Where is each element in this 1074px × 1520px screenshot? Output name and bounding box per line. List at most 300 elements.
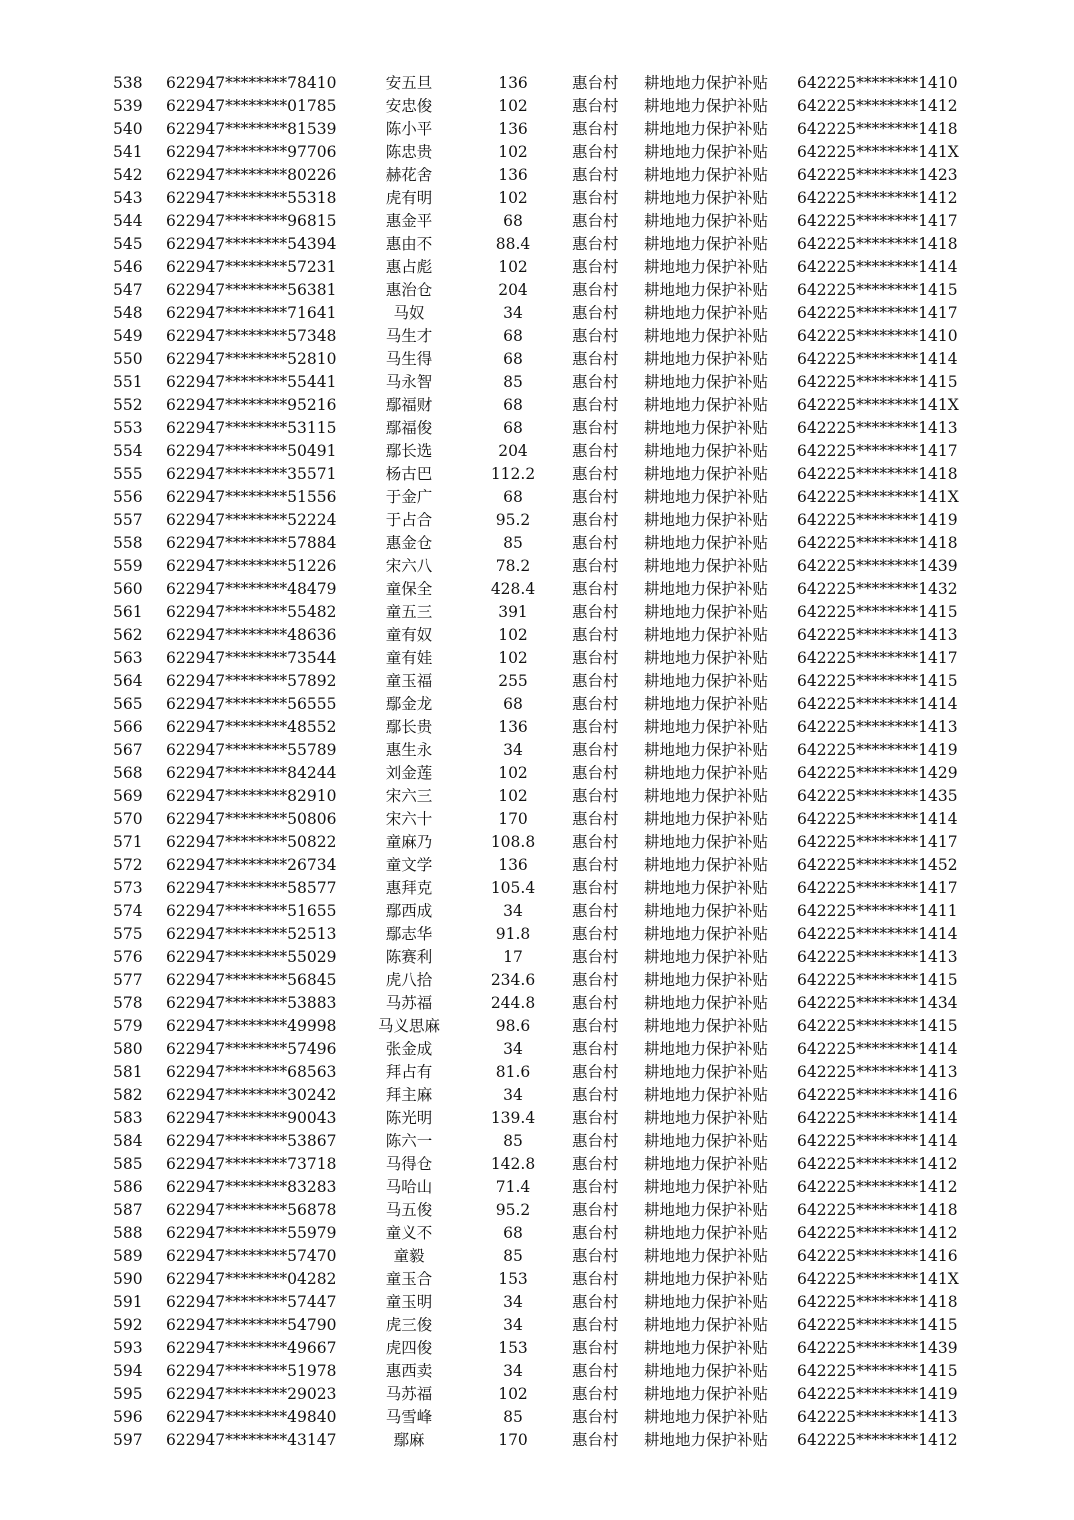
village-name: 惠台村 — [572, 787, 619, 805]
id-number: 642225********1411 — [797, 902, 958, 920]
farmer-name: 虎有明 — [385, 189, 433, 207]
table-row — [0, 900, 1074, 923]
table-row — [0, 1061, 1074, 1084]
subsidy-type: 耕地地力保护补贴 — [644, 442, 769, 460]
village-name: 惠台村 — [572, 419, 619, 437]
id-number: 642225********1415 — [797, 971, 958, 989]
subsidy-amount: 244.8 — [490, 994, 536, 1012]
table-row — [0, 647, 1074, 670]
subsidy-amount: 68 — [503, 350, 523, 368]
farmer-name: 虎三俊 — [385, 1316, 433, 1334]
subsidy-type: 耕地地力保护补贴 — [644, 488, 769, 506]
subsidy-amount: 85 — [503, 1132, 523, 1150]
village-name: 惠台村 — [572, 1362, 619, 1380]
subsidy-type: 耕地地力保护补贴 — [644, 1293, 769, 1311]
table-row — [0, 1130, 1074, 1153]
subsidy-type: 耕地地力保护补贴 — [644, 948, 769, 966]
subsidy-amount: 136 — [498, 74, 528, 92]
id-number: 642225********1439 — [797, 557, 958, 575]
subsidy-type: 耕地地力保护补贴 — [644, 74, 769, 92]
subsidy-type: 耕地地力保护补贴 — [644, 1040, 769, 1058]
id-number: 642225********1413 — [797, 948, 958, 966]
bank-account: 622947********01785 — [166, 97, 337, 115]
village-name: 惠台村 — [572, 1316, 619, 1334]
row-number: 561 — [113, 603, 143, 621]
bank-account: 622947********56878 — [166, 1201, 337, 1219]
id-number: 642225********1418 — [797, 1293, 958, 1311]
table-row — [0, 1337, 1074, 1360]
bank-account: 622947********83283 — [166, 1178, 337, 1196]
bank-account: 622947********52513 — [166, 925, 337, 943]
bank-account: 622947********55029 — [166, 948, 337, 966]
row-number: 555 — [113, 465, 143, 483]
subsidy-type: 耕地地力保护补贴 — [644, 718, 769, 736]
village-name: 惠台村 — [572, 971, 619, 989]
subsidy-type: 耕地地力保护补贴 — [644, 235, 769, 253]
bank-account: 622947********04282 — [166, 1270, 337, 1288]
table-row — [0, 141, 1074, 164]
table-row — [0, 348, 1074, 371]
subsidy-type: 耕地地力保护补贴 — [644, 1362, 769, 1380]
farmer-name: 于占合 — [385, 511, 433, 529]
village-name: 惠台村 — [572, 258, 619, 276]
farmer-name: 鄢金龙 — [385, 695, 433, 713]
table-row — [0, 1314, 1074, 1337]
subsidy-amount: 170 — [498, 1431, 528, 1449]
village-name: 惠台村 — [572, 948, 619, 966]
subsidy-type: 耕地地力保护补贴 — [644, 97, 769, 115]
id-number: 642225********1410 — [797, 327, 958, 345]
bank-account: 622947********96815 — [166, 212, 337, 230]
subsidy-amount: 102 — [498, 258, 528, 276]
village-name: 惠台村 — [572, 1063, 619, 1081]
table-row — [0, 1107, 1074, 1130]
row-number: 541 — [113, 143, 143, 161]
subsidy-amount: 71.4 — [495, 1178, 531, 1196]
bank-account: 622947********57231 — [166, 258, 337, 276]
farmer-name: 惠西卖 — [385, 1362, 433, 1380]
farmer-name: 虎四俊 — [385, 1339, 433, 1357]
farmer-name: 马生得 — [385, 350, 433, 368]
subsidy-type: 耕地地力保护补贴 — [644, 1178, 769, 1196]
village-name: 惠台村 — [572, 603, 619, 621]
table-row — [0, 1038, 1074, 1061]
table-row — [0, 1199, 1074, 1222]
farmer-name: 虎八拾 — [385, 971, 433, 989]
village-name: 惠台村 — [572, 281, 619, 299]
bank-account: 622947********57348 — [166, 327, 337, 345]
row-number: 562 — [113, 626, 143, 644]
row-number: 539 — [113, 97, 143, 115]
row-number: 552 — [113, 396, 143, 414]
village-name: 惠台村 — [572, 189, 619, 207]
id-number: 642225********1435 — [797, 787, 958, 805]
village-name: 惠台村 — [572, 1293, 619, 1311]
subsidy-type: 耕地地力保护补贴 — [644, 1224, 769, 1242]
subsidy-type: 耕地地力保护补贴 — [644, 741, 769, 759]
subsidy-type: 耕地地力保护补贴 — [644, 557, 769, 575]
bank-account: 622947********55979 — [166, 1224, 337, 1242]
village-name: 惠台村 — [572, 810, 619, 828]
table-row — [0, 1406, 1074, 1429]
id-number: 642225********1415 — [797, 1362, 958, 1380]
subsidy-type: 耕地地力保护补贴 — [644, 810, 769, 828]
village-name: 惠台村 — [572, 373, 619, 391]
id-number: 642225********1418 — [797, 235, 958, 253]
table-row — [0, 1176, 1074, 1199]
bank-account: 622947********51226 — [166, 557, 337, 575]
row-number: 543 — [113, 189, 143, 207]
row-number: 578 — [113, 994, 143, 1012]
subsidy-amount: 105.4 — [490, 879, 536, 897]
subsidy-type: 耕地地力保护补贴 — [644, 1316, 769, 1334]
farmer-name: 马苏福 — [385, 994, 433, 1012]
bank-account: 622947********68563 — [166, 1063, 337, 1081]
subsidy-type: 耕地地力保护补贴 — [644, 166, 769, 184]
table-row — [0, 302, 1074, 325]
bank-account: 622947********97706 — [166, 143, 337, 161]
bank-account: 622947********54790 — [166, 1316, 337, 1334]
subsidy-type: 耕地地力保护补贴 — [644, 672, 769, 690]
row-number: 546 — [113, 258, 143, 276]
farmer-name: 童玉福 — [385, 672, 433, 690]
farmer-name: 鄢西成 — [385, 902, 433, 920]
bank-account: 622947********55789 — [166, 741, 337, 759]
row-number: 570 — [113, 810, 143, 828]
row-number: 595 — [113, 1385, 143, 1403]
farmer-name: 童保全 — [385, 580, 433, 598]
farmer-name: 马哈山 — [385, 1178, 433, 1196]
id-number: 642225********1429 — [797, 764, 958, 782]
id-number: 642225********1414 — [797, 1040, 958, 1058]
village-name: 惠台村 — [572, 741, 619, 759]
village-name: 惠台村 — [572, 1339, 619, 1357]
row-number: 563 — [113, 649, 143, 667]
bank-account: 622947********55482 — [166, 603, 337, 621]
row-number: 544 — [113, 212, 143, 230]
row-number: 585 — [113, 1155, 143, 1173]
village-name: 惠台村 — [572, 1178, 619, 1196]
farmer-name: 童有娃 — [385, 649, 433, 667]
bank-account: 622947********73544 — [166, 649, 337, 667]
farmer-name: 宋六三 — [385, 787, 433, 805]
bank-account: 622947********52810 — [166, 350, 337, 368]
subsidy-type: 耕地地力保护补贴 — [644, 1385, 769, 1403]
farmer-name: 杨古巴 — [385, 465, 433, 483]
village-name: 惠台村 — [572, 1431, 619, 1449]
subsidy-amount: 234.6 — [490, 971, 536, 989]
row-number: 590 — [113, 1270, 143, 1288]
table-row — [0, 233, 1074, 256]
subsidy-amount: 68 — [503, 1224, 523, 1242]
bank-account: 622947********48479 — [166, 580, 337, 598]
id-number: 642225********1413 — [797, 419, 958, 437]
table-row — [0, 1383, 1074, 1406]
village-name: 惠台村 — [572, 833, 619, 851]
farmer-name: 鄢麻 — [393, 1431, 425, 1449]
table-row — [0, 509, 1074, 532]
village-name: 惠台村 — [572, 1109, 619, 1127]
village-name: 惠台村 — [572, 695, 619, 713]
subsidy-amount: 136 — [498, 856, 528, 874]
village-name: 惠台村 — [572, 1040, 619, 1058]
subsidy-type: 耕地地力保护补贴 — [644, 465, 769, 483]
table-row — [0, 739, 1074, 762]
table-row — [0, 601, 1074, 624]
row-number: 583 — [113, 1109, 143, 1127]
id-number: 642225********1417 — [797, 304, 958, 322]
bank-account: 622947********78410 — [166, 74, 337, 92]
row-number: 589 — [113, 1247, 143, 1265]
subsidy-amount: 102 — [498, 97, 528, 115]
row-number: 574 — [113, 902, 143, 920]
bank-account: 622947********58577 — [166, 879, 337, 897]
subsidy-type: 耕地地力保护补贴 — [644, 143, 769, 161]
table-row — [0, 417, 1074, 440]
id-number: 642225********1412 — [797, 1431, 958, 1449]
subsidy-type: 耕地地力保护补贴 — [644, 695, 769, 713]
table-row — [0, 808, 1074, 831]
farmer-name: 童义不 — [385, 1224, 433, 1242]
bank-account: 622947********55441 — [166, 373, 337, 391]
id-number: 642225********1415 — [797, 1316, 958, 1334]
row-number: 542 — [113, 166, 143, 184]
table-row — [0, 1015, 1074, 1038]
subsidy-amount: 170 — [498, 810, 528, 828]
subsidy-type: 耕地地力保护补贴 — [644, 1086, 769, 1104]
row-number: 567 — [113, 741, 143, 759]
id-number: 642225********1413 — [797, 1063, 958, 1081]
row-number: 540 — [113, 120, 143, 138]
subsidy-type: 耕地地力保护补贴 — [644, 511, 769, 529]
bank-account: 622947********80226 — [166, 166, 337, 184]
bank-account: 622947********53867 — [166, 1132, 337, 1150]
subsidy-type: 耕地地力保护补贴 — [644, 649, 769, 667]
village-name: 惠台村 — [572, 511, 619, 529]
farmer-name: 鄢长选 — [385, 442, 433, 460]
id-number: 642225********141X — [797, 488, 959, 506]
farmer-name: 惠拜克 — [385, 879, 433, 897]
id-number: 642225********1418 — [797, 120, 958, 138]
row-number: 553 — [113, 419, 143, 437]
subsidy-type: 耕地地力保护补贴 — [644, 603, 769, 621]
village-name: 惠台村 — [572, 166, 619, 184]
farmer-name: 鄢福俊 — [385, 419, 433, 437]
farmer-name: 马永智 — [385, 373, 433, 391]
bank-account: 622947********95216 — [166, 396, 337, 414]
bank-account: 622947********57470 — [166, 1247, 337, 1265]
farmer-name: 安五旦 — [385, 74, 433, 92]
table-row — [0, 670, 1074, 693]
village-name: 惠台村 — [572, 396, 619, 414]
farmer-name: 于金广 — [385, 488, 433, 506]
village-name: 惠台村 — [572, 925, 619, 943]
farmer-name: 陈光明 — [385, 1109, 433, 1127]
id-number: 642225********1418 — [797, 465, 958, 483]
id-number: 642225********1419 — [797, 511, 958, 529]
farmer-name: 马奴 — [393, 304, 425, 322]
row-number: 591 — [113, 1293, 143, 1311]
bank-account: 622947********30242 — [166, 1086, 337, 1104]
farmer-name: 童毅 — [393, 1247, 425, 1265]
subsidy-amount: 102 — [498, 189, 528, 207]
subsidy-type: 耕地地力保护补贴 — [644, 1109, 769, 1127]
farmer-name: 陈忠贵 — [385, 143, 433, 161]
table-row — [0, 279, 1074, 302]
farmer-name: 陈六一 — [385, 1132, 433, 1150]
village-name: 惠台村 — [572, 1017, 619, 1035]
table-row — [0, 210, 1074, 233]
subsidy-type: 耕地地力保护补贴 — [644, 189, 769, 207]
table-row — [0, 555, 1074, 578]
subsidy-amount: 68 — [503, 695, 523, 713]
table-row — [0, 486, 1074, 509]
table-row — [0, 1291, 1074, 1314]
subsidy-amount: 204 — [498, 442, 528, 460]
farmer-name: 张金成 — [385, 1040, 433, 1058]
row-number: 587 — [113, 1201, 143, 1219]
village-name: 惠台村 — [572, 212, 619, 230]
subsidy-type: 耕地地力保护补贴 — [644, 281, 769, 299]
id-number: 642225********1412 — [797, 189, 958, 207]
bank-account: 622947********50822 — [166, 833, 337, 851]
bank-account: 622947********57892 — [166, 672, 337, 690]
row-number: 581 — [113, 1063, 143, 1081]
subsidy-amount: 102 — [498, 649, 528, 667]
id-number: 642225********1415 — [797, 603, 958, 621]
farmer-name: 赫花舍 — [385, 166, 433, 184]
row-number: 549 — [113, 327, 143, 345]
table-row — [0, 1268, 1074, 1291]
bank-account: 622947********49840 — [166, 1408, 337, 1426]
table-row — [0, 371, 1074, 394]
subsidy-amount: 136 — [498, 718, 528, 736]
subsidy-amount: 102 — [498, 764, 528, 782]
row-number: 582 — [113, 1086, 143, 1104]
id-number: 642225********1412 — [797, 1224, 958, 1242]
village-name: 惠台村 — [572, 764, 619, 782]
subsidy-amount: 34 — [503, 1040, 523, 1058]
village-name: 惠台村 — [572, 488, 619, 506]
subsidy-amount: 91.8 — [495, 925, 531, 943]
table-row — [0, 72, 1074, 95]
id-number: 642225********1414 — [797, 925, 958, 943]
row-number: 569 — [113, 787, 143, 805]
village-name: 惠台村 — [572, 1086, 619, 1104]
village-name: 惠台村 — [572, 1408, 619, 1426]
subsidy-type: 耕地地力保护补贴 — [644, 1155, 769, 1173]
bank-account: 622947********56845 — [166, 971, 337, 989]
village-name: 惠台村 — [572, 534, 619, 552]
id-number: 642225********1412 — [797, 97, 958, 115]
id-number: 642225********1417 — [797, 833, 958, 851]
id-number: 642225********1414 — [797, 350, 958, 368]
bank-account: 622947********55318 — [166, 189, 337, 207]
subsidy-type: 耕地地力保护补贴 — [644, 419, 769, 437]
bank-account: 622947********26734 — [166, 856, 337, 874]
row-number: 596 — [113, 1408, 143, 1426]
id-number: 642225********1414 — [797, 1132, 958, 1150]
farmer-name: 陈小平 — [385, 120, 433, 138]
farmer-name: 惠占彪 — [385, 258, 433, 276]
row-number: 538 — [113, 74, 143, 92]
farmer-name: 马生才 — [385, 327, 433, 345]
id-number: 642225********1439 — [797, 1339, 958, 1357]
village-name: 惠台村 — [572, 1385, 619, 1403]
row-number: 559 — [113, 557, 143, 575]
village-name: 惠台村 — [572, 879, 619, 897]
bank-account: 622947********48552 — [166, 718, 337, 736]
village-name: 惠台村 — [572, 557, 619, 575]
subsidy-type: 耕地地力保护补贴 — [644, 396, 769, 414]
id-number: 642225********1414 — [797, 695, 958, 713]
id-number: 642225********1413 — [797, 718, 958, 736]
row-number: 592 — [113, 1316, 143, 1334]
subsidy-amount: 136 — [498, 166, 528, 184]
row-number: 586 — [113, 1178, 143, 1196]
bank-account: 622947********35571 — [166, 465, 337, 483]
id-number: 642225********1419 — [797, 741, 958, 759]
village-name: 惠台村 — [572, 120, 619, 138]
id-number: 642225********1418 — [797, 534, 958, 552]
row-number: 571 — [113, 833, 143, 851]
subsidy-amount: 95.2 — [495, 1201, 531, 1219]
subsidy-type: 耕地地力保护补贴 — [644, 327, 769, 345]
subsidy-amount: 153 — [498, 1270, 528, 1288]
farmer-name: 童有奴 — [385, 626, 433, 644]
subsidy-type: 耕地地力保护补贴 — [644, 902, 769, 920]
subsidy-amount: 136 — [498, 120, 528, 138]
id-number: 642225********1413 — [797, 626, 958, 644]
row-number: 573 — [113, 879, 143, 897]
subsidy-type: 耕地地力保护补贴 — [644, 1339, 769, 1357]
table-row — [0, 256, 1074, 279]
bank-account: 622947********50806 — [166, 810, 337, 828]
bank-account: 622947********51655 — [166, 902, 337, 920]
id-number: 642225********1414 — [797, 258, 958, 276]
farmer-name: 童麻乃 — [385, 833, 433, 851]
id-number: 642225********1432 — [797, 580, 958, 598]
farmer-name: 拜主麻 — [385, 1086, 433, 1104]
village-name: 惠台村 — [572, 327, 619, 345]
subsidy-type: 耕地地力保护补贴 — [644, 833, 769, 851]
row-number: 560 — [113, 580, 143, 598]
subsidy-amount: 102 — [498, 626, 528, 644]
subsidy-amount: 95.2 — [495, 511, 531, 529]
table-row — [0, 716, 1074, 739]
row-number: 545 — [113, 235, 143, 253]
subsidy-type: 耕地地力保护补贴 — [644, 787, 769, 805]
row-number: 572 — [113, 856, 143, 874]
row-number: 564 — [113, 672, 143, 690]
table-row — [0, 693, 1074, 716]
farmer-name: 鄢志华 — [385, 925, 433, 943]
subsidy-type: 耕地地力保护补贴 — [644, 994, 769, 1012]
village-name: 惠台村 — [572, 350, 619, 368]
bank-account: 622947********71641 — [166, 304, 337, 322]
subsidy-amount: 78.2 — [495, 557, 531, 575]
subsidy-type: 耕地地力保护补贴 — [644, 1270, 769, 1288]
village-name: 惠台村 — [572, 1132, 619, 1150]
subsidy-amount: 85 — [503, 534, 523, 552]
table-row — [0, 532, 1074, 555]
row-number: 550 — [113, 350, 143, 368]
subsidy-type: 耕地地力保护补贴 — [644, 534, 769, 552]
subsidy-amount: 85 — [503, 1408, 523, 1426]
row-number: 556 — [113, 488, 143, 506]
row-number: 597 — [113, 1431, 143, 1449]
village-name: 惠台村 — [572, 994, 619, 1012]
